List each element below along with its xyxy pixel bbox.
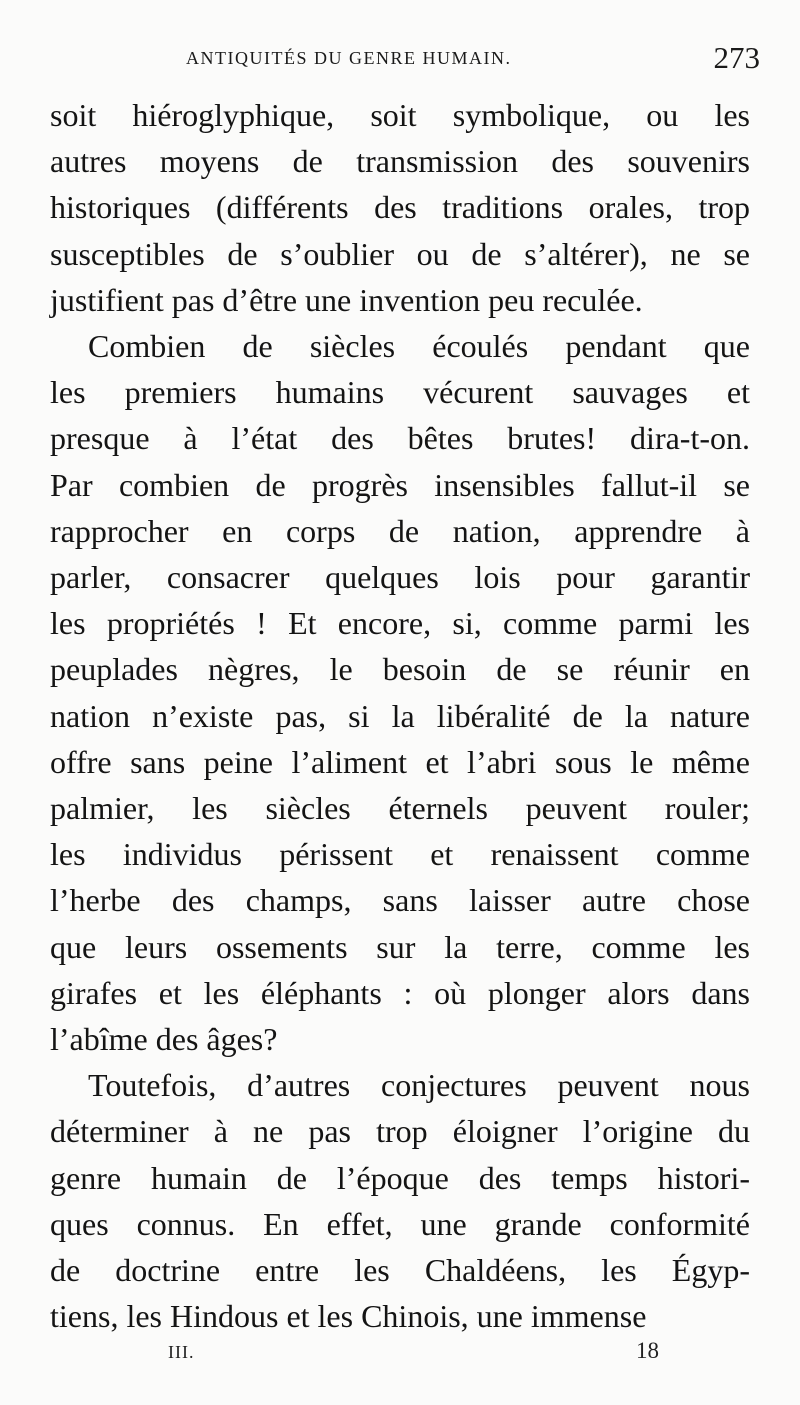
text-line: tiens, les Hindous et les Chinois, une immense	[50, 1298, 647, 1335]
text-line: Combien de siècles écoulés pendant que	[88, 328, 750, 365]
text-line: l’herbe des champs, sans laisser autre chose	[50, 882, 750, 919]
text-line: historiques (différents des traditions orales, trop	[50, 189, 750, 226]
text-line: parler, consacrer quelques lois pour garantir	[50, 559, 750, 596]
text-line: les premiers humains vécurent sauvages et	[50, 374, 750, 411]
running-head-title: ANTIQUITÉS DU GENRE HUMAIN.	[186, 48, 512, 68]
text-line: rapprocher en corps de nation, apprendre à	[50, 512, 750, 549]
text-line: palmier, les siècles éternels peuvent rouler;	[50, 790, 750, 827]
paragraph	[50, 323, 750, 1062]
text-line: ques connus. En effet, une grande conformité	[50, 1205, 750, 1242]
text-line: nation n’existe pas, si la libéralité de la nature	[50, 697, 750, 734]
sheet-number: 18	[636, 1338, 659, 1363]
page-footer	[50, 1338, 750, 1378]
paragraph	[50, 92, 750, 323]
text-line: girafes et les éléphants : où plonger alors dans	[50, 974, 750, 1011]
paragraph	[50, 1062, 750, 1339]
text-line: presque à l’état des bêtes brutes! dira-t-on.	[50, 420, 750, 457]
signature-mark: III.	[168, 1342, 195, 1362]
text-line: Toutefois, d’autres conjectures peuvent nous	[88, 1067, 750, 1104]
text-line: l’abîme des âges?	[50, 1021, 278, 1058]
text-line: déterminer à ne pas trop éloigner l’origine du	[50, 1113, 750, 1150]
text-line: justifient pas d’être une invention peu reculée.	[50, 281, 643, 318]
text-line: Par combien de progrès insensibles fallut-il se	[50, 466, 750, 503]
text-line: de doctrine entre les Chaldéens, les Égyp-	[50, 1252, 750, 1289]
text-line: peuplades nègres, le besoin de se réunir en	[50, 651, 750, 688]
text-line: soit hiéroglyphique, soit symbolique, ou les	[50, 97, 750, 133]
text-line: les propriétés ! Et encore, si, comme parmi les	[50, 605, 750, 642]
text-line: que leurs ossements sur la terre, comme les	[50, 928, 750, 965]
running-head	[48, 40, 760, 84]
text-line: autres moyens de transmission des souvenirs	[50, 143, 750, 180]
text-line: offre sans peine l’aliment et l’abri sous le même	[50, 743, 750, 780]
body-text	[50, 92, 750, 1339]
page-number: 273	[713, 40, 760, 75]
text-line: les individus périssent et renaissent comme	[50, 836, 750, 873]
text-line: genre humain de l’époque des temps histori-	[50, 1159, 750, 1196]
text-line: susceptibles de s’oublier ou de s’altérer), ne se	[50, 235, 750, 272]
